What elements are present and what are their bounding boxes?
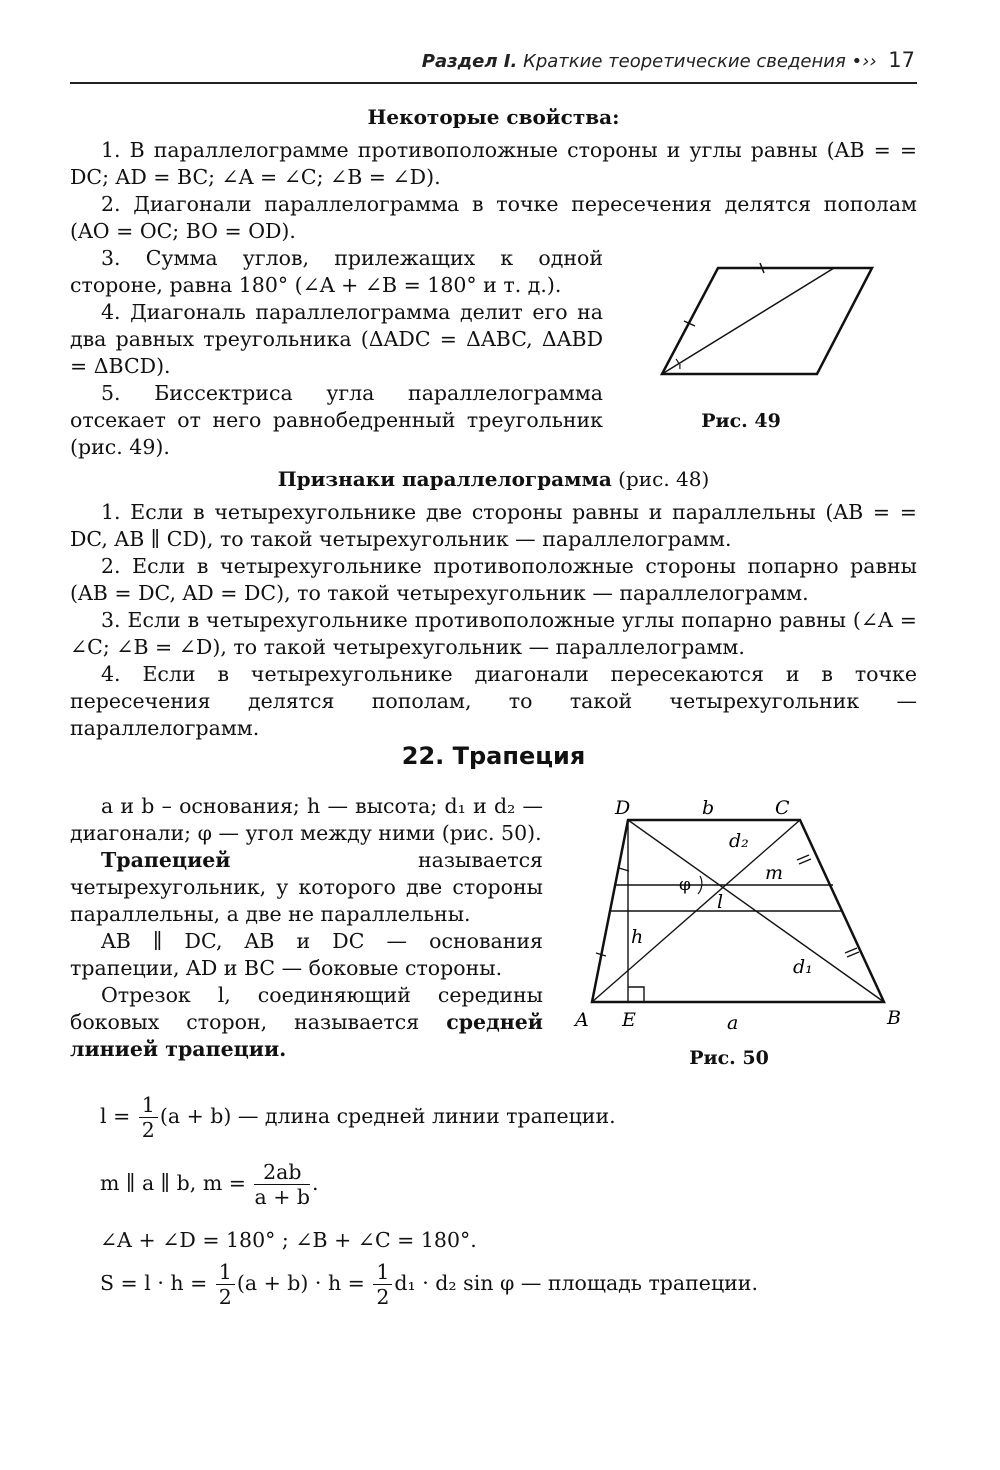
section-title: 22. Трапеция (401, 742, 586, 770)
label-l: l (717, 891, 724, 913)
fraction-2ab: $\frac{2ab}{a + b}$ (254, 1160, 311, 1209)
properties-block-wide (70, 137, 917, 245)
formula-midline-length: l = $\frac{1}{2}$ (a + b) — длина средней линии трапеции. (100, 1093, 616, 1142)
label-a: a (727, 1012, 739, 1034)
property-item-2: 2. Диагонали параллелограмма в точке пересечения делятся пополам (AO = OC; BO = OD). (70, 192, 917, 243)
figure-49 (650, 258, 890, 388)
label-phi: φ (679, 875, 691, 895)
sign-item-3: 3. Если в четырехугольнике противоположные углы попарно равны (∠A = ∠C; ∠B = ∠D), то такой четырехугольник — параллелограмм. (70, 608, 917, 659)
label-d2: d₂ (729, 830, 749, 852)
trapezoid-midline: Отрезок l, соединяющий середины боковых сторон, называется средней линией трапеции. (70, 983, 543, 1061)
properties-block-narrow (70, 245, 603, 461)
label-b: b (702, 797, 715, 819)
tick-bc-lower-1 (845, 948, 857, 953)
label-E: E (622, 1009, 636, 1031)
properties-heading: Некоторые свойства: (367, 105, 620, 129)
label-d1: d₁ (793, 956, 813, 978)
bisector-line (662, 268, 834, 374)
formula-m-harmonic: m ∥ a ∥ b, m = $\frac{2ab}{a + b}$ . (100, 1160, 319, 1209)
property-item-1: 1. В параллелограмме противоположные стороны и углы равны (AB = = DC; AD = BC; ∠A = ∠C; ∠B = ∠D). (70, 138, 917, 189)
page-number: 17 (888, 48, 915, 72)
property-item-3: 3. Сумма углов, прилежащих к одной стороне, равна 180° (∠A + ∠B = 180° и т. д.). (70, 246, 603, 297)
label-C: C (775, 797, 790, 819)
tick-bc-upper-1 (797, 855, 809, 860)
header-title: Краткие теоретические сведения (523, 51, 846, 72)
label-m: m (765, 862, 784, 884)
parallelogram-shape (662, 268, 872, 374)
label-D: D (615, 797, 631, 819)
angle-arc-outer (676, 359, 679, 364)
formula-area: S = l · h = $\frac{1}{2}$ (a + b) · h = $\frac{1}{2}$ d₁ · d₂ sin φ — площадь трапеции. (100, 1260, 758, 1309)
label-h: h (631, 926, 644, 948)
header-ornament: •›› (851, 51, 877, 72)
signs-heading: Признаки параллелограмма (рис. 48) (277, 467, 710, 491)
right-angle-mark (628, 987, 644, 1002)
trapezoid-intro: a и b – основания; h — высота; d₁ и d₂ — диагонали; φ — угол между ними (рис. 50). (70, 794, 543, 845)
header-rule (70, 82, 917, 84)
property-item-4: 4. Диагональ параллелограмма делит его на два равных треугольника (ΔADC = ΔABC, ΔABD = ΔBCD). (70, 300, 603, 378)
trapezoid-text (70, 793, 543, 1063)
label-A: A (575, 1009, 589, 1031)
page-header (70, 48, 915, 72)
label-B: B (887, 1007, 901, 1029)
sign-item-2: 2. Если в четырехугольнике противоположные стороны попарно равны (AB = DC, AD = DC), то такой четырехугольник — параллелограмм. (70, 554, 917, 605)
header-section: Раздел I. (421, 51, 518, 72)
tick-bc-lower-2 (847, 952, 859, 957)
sign-item-4: 4. Если в четырехугольнике диагонали пересекаются и в точке пересечения делятся пополам, то такой четырехугольник — параллелограмм. (70, 662, 917, 740)
figure-50-caption: Рис. 50 (689, 1047, 769, 1069)
signs-block (70, 499, 917, 742)
tick-bc-upper-2 (799, 859, 811, 864)
figure-50 (565, 790, 915, 1040)
trapezoid-definition: Трапецией называется четырехугольник, у которого две стороны параллельны, а две не параллельны. (70, 848, 543, 926)
trapezoid-bases: AB ∥ DC, AB и DC — основания трапеции, AD и BC — боковые стороны. (70, 929, 543, 980)
formula-angles: ∠A + ∠D = 180° ; ∠B + ∠C = 180°. (100, 1228, 477, 1252)
property-item-5: 5. Биссектриса угла параллелограмма отсекает от него равнобедренный треугольник (рис. 49). (70, 381, 603, 459)
sign-item-1: 1. Если в четырехугольнике две стороны равны и параллельны (AB = = DC, AB ∥ CD), то такой четырехугольник — параллелограмм. (70, 500, 917, 551)
fraction-half: $\frac{1}{2}$ (139, 1093, 158, 1142)
figure-49-caption: Рис. 49 (701, 410, 781, 432)
